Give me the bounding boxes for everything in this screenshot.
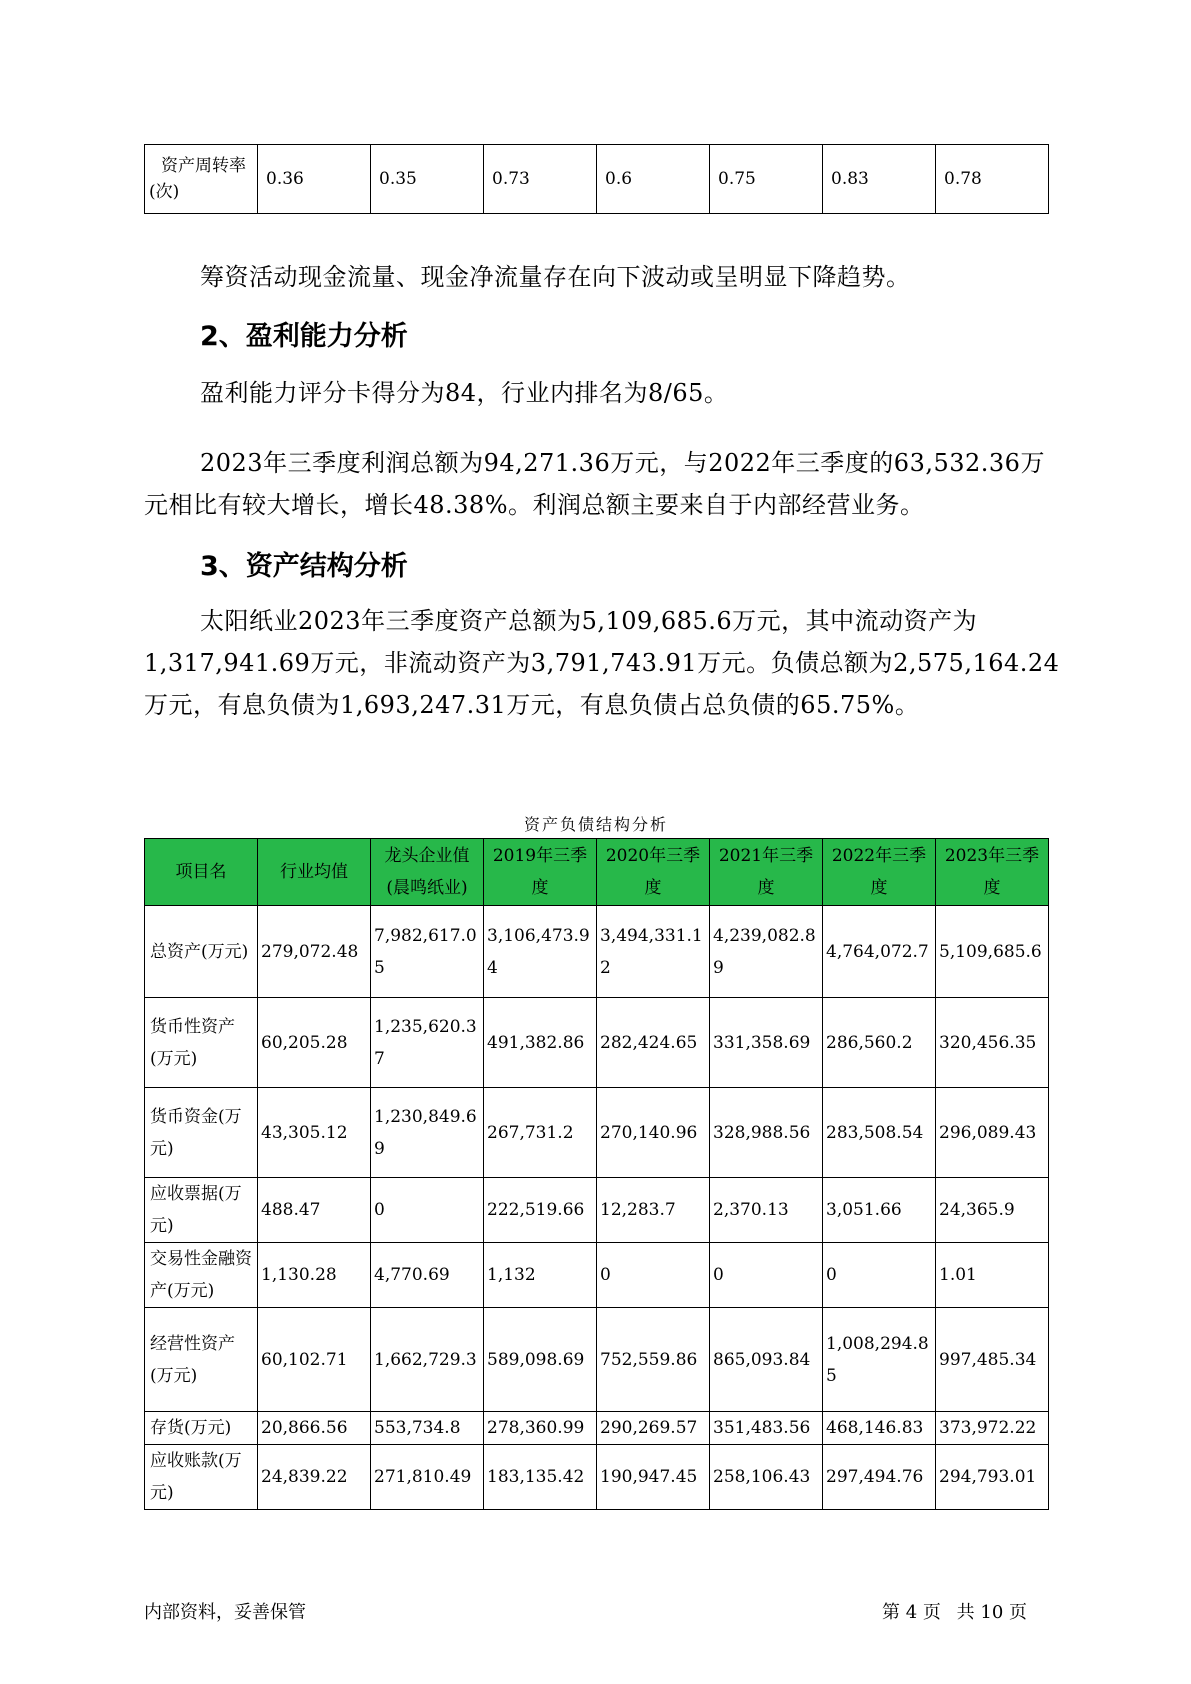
table-cell: 752,559.86 bbox=[597, 1308, 710, 1412]
table-cell: 286,560.2 bbox=[823, 998, 936, 1088]
table-cell: 351,483.56 bbox=[710, 1412, 823, 1445]
paragraph-financing: 筹资活动现金流量、现金净流量存在向下波动或呈明显下降趋势。 bbox=[200, 263, 911, 291]
footer-page-number bbox=[882, 1598, 1037, 1624]
column-header: 2020年三季度 bbox=[597, 839, 710, 906]
table-cell: 24,365.9 bbox=[936, 1178, 1049, 1243]
table-row bbox=[145, 1243, 1049, 1308]
table-cell: 1,008,294.85 bbox=[823, 1308, 936, 1412]
column-header: 2019年三季度 bbox=[484, 839, 597, 906]
table-cell: 0.6 bbox=[597, 145, 710, 214]
table-cell: 0 bbox=[371, 1178, 484, 1243]
table-cell: 283,508.54 bbox=[823, 1088, 936, 1178]
table-cell: 296,089.43 bbox=[936, 1088, 1049, 1178]
table-cell: 1,230,849.69 bbox=[371, 1088, 484, 1178]
column-header: 2022年三季度 bbox=[823, 839, 936, 906]
table-cell: 1,132 bbox=[484, 1243, 597, 1308]
row-label-line1: 资产周转率 bbox=[161, 156, 246, 176]
table-cell: 290,269.57 bbox=[597, 1412, 710, 1445]
row-name-cell: 总资产(万元) bbox=[145, 906, 258, 998]
table-cell: 2,370.13 bbox=[710, 1178, 823, 1243]
table-cell: 331,358.69 bbox=[710, 998, 823, 1088]
table-cell: 373,972.22 bbox=[936, 1412, 1049, 1445]
column-header: 2021年三季度 bbox=[710, 839, 823, 906]
table-cell: 553,734.8 bbox=[371, 1412, 484, 1445]
turnover-table bbox=[144, 144, 1049, 214]
table-cell: 4,239,082.89 bbox=[710, 906, 823, 998]
row-name-cell: 存货(万元) bbox=[145, 1412, 258, 1445]
table-row bbox=[145, 998, 1049, 1088]
row-name-cell: 货币资金(万元) bbox=[145, 1088, 258, 1178]
table-cell: 0.35 bbox=[371, 145, 484, 214]
table-cell: 865,093.84 bbox=[710, 1308, 823, 1412]
table-row bbox=[145, 145, 1049, 214]
table-cell: 1,235,620.37 bbox=[371, 998, 484, 1088]
table-cell: 1.01 bbox=[936, 1243, 1049, 1308]
balance-structure-table bbox=[144, 838, 1049, 1510]
table-cell: 271,810.49 bbox=[371, 1445, 484, 1510]
column-header: 龙头企业值(晨鸣纸业) bbox=[371, 839, 484, 906]
table-cell: 0.75 bbox=[710, 145, 823, 214]
table-row bbox=[145, 1445, 1049, 1510]
row-label-line2: (次) bbox=[149, 182, 180, 202]
table-cell: 12,283.7 bbox=[597, 1178, 710, 1243]
table-cell: 279,072.48 bbox=[258, 906, 371, 998]
table-cell: 282,424.65 bbox=[597, 998, 710, 1088]
table-row bbox=[145, 1088, 1049, 1178]
paragraph-profit: 2023年三季度利润总额为94,271.36万元，与2022年三季度的63,532.36万元相比有较大增长，增长48.38%。利润总额主要来自于内部经营业务。 bbox=[144, 449, 1045, 519]
table-cell: 1,662,729.3 bbox=[371, 1308, 484, 1412]
table-cell: 20,866.56 bbox=[258, 1412, 371, 1445]
table-cell: 60,205.28 bbox=[258, 998, 371, 1088]
column-header: 2023年三季度 bbox=[936, 839, 1049, 906]
row-name-cell: 货币性资产(万元) bbox=[145, 998, 258, 1088]
table-cell: 488.47 bbox=[258, 1178, 371, 1243]
paragraph-score: 盈利能力评分卡得分为84，行业内排名为8/65。 bbox=[200, 379, 729, 407]
row-name-cell: 交易性金融资产(万元) bbox=[145, 1243, 258, 1308]
table-cell: 0.36 bbox=[258, 145, 371, 214]
table-cell: 24,839.22 bbox=[258, 1445, 371, 1510]
table-cell: 589,098.69 bbox=[484, 1308, 597, 1412]
table-cell: 0.83 bbox=[823, 145, 936, 214]
row-name-cell: 应收账款(万元) bbox=[145, 1445, 258, 1510]
footer-confidential: 内部资料，妥善保管 bbox=[144, 1602, 306, 1623]
table-cell: 491,382.86 bbox=[484, 998, 597, 1088]
table-cell: 3,051.66 bbox=[823, 1178, 936, 1243]
column-header: 行业均值 bbox=[258, 839, 371, 906]
row-label bbox=[145, 145, 258, 214]
table-cell: 270,140.96 bbox=[597, 1088, 710, 1178]
page-current: 第 4 页 bbox=[882, 1602, 941, 1623]
table-cell: 0.78 bbox=[936, 145, 1049, 214]
table-cell: 3,106,473.94 bbox=[484, 906, 597, 998]
table-cell: 183,135.42 bbox=[484, 1445, 597, 1510]
paragraph-assets: 太阳纸业2023年三季度资产总额为5,109,685.6万元，其中流动资产为1,317,941.69万元，非流动资产为3,791,743.91万元。负债总额为2,575,164.24万元，有息负债为1,693,247.31万元，有息负债占总负债的65.75%。 bbox=[144, 607, 1060, 719]
table-cell: 3,494,331.12 bbox=[597, 906, 710, 998]
table-cell: 267,731.2 bbox=[484, 1088, 597, 1178]
table-row bbox=[145, 1308, 1049, 1412]
table-cell: 258,106.43 bbox=[710, 1445, 823, 1510]
table-cell: 0 bbox=[597, 1243, 710, 1308]
table-cell: 43,305.12 bbox=[258, 1088, 371, 1178]
table-cell: 294,793.01 bbox=[936, 1445, 1049, 1510]
table-cell: 190,947.45 bbox=[597, 1445, 710, 1510]
table-cell: 278,360.99 bbox=[484, 1412, 597, 1445]
table-row bbox=[145, 1178, 1049, 1243]
table-caption: 资产负债结构分析 bbox=[523, 815, 668, 834]
table-cell: 320,456.35 bbox=[936, 998, 1049, 1088]
table-cell: 1,130.28 bbox=[258, 1243, 371, 1308]
table-cell: 0 bbox=[823, 1243, 936, 1308]
table-row bbox=[145, 906, 1049, 998]
table-cell: 5,109,685.6 bbox=[936, 906, 1049, 998]
table-cell: 0 bbox=[710, 1243, 823, 1308]
heading-profitability: 2、盈利能力分析 bbox=[200, 321, 408, 352]
table-header-row bbox=[145, 839, 1049, 906]
table-cell: 0.73 bbox=[484, 145, 597, 214]
table-cell: 328,988.56 bbox=[710, 1088, 823, 1178]
table-cell: 997,485.34 bbox=[936, 1308, 1049, 1412]
table-cell: 4,770.69 bbox=[371, 1243, 484, 1308]
table-cell: 222,519.66 bbox=[484, 1178, 597, 1243]
row-name-cell: 经营性资产(万元) bbox=[145, 1308, 258, 1412]
page-total: 共 10 页 bbox=[956, 1602, 1027, 1623]
column-header: 项目名 bbox=[145, 839, 258, 906]
table-cell: 60,102.71 bbox=[258, 1308, 371, 1412]
table-row bbox=[145, 1412, 1049, 1445]
row-name-cell: 应收票据(万元) bbox=[145, 1178, 258, 1243]
heading-asset-structure: 3、资产结构分析 bbox=[200, 551, 408, 582]
table-cell: 4,764,072.7 bbox=[823, 906, 936, 998]
table-cell: 297,494.76 bbox=[823, 1445, 936, 1510]
table-cell: 7,982,617.05 bbox=[371, 906, 484, 998]
table-cell: 468,146.83 bbox=[823, 1412, 936, 1445]
